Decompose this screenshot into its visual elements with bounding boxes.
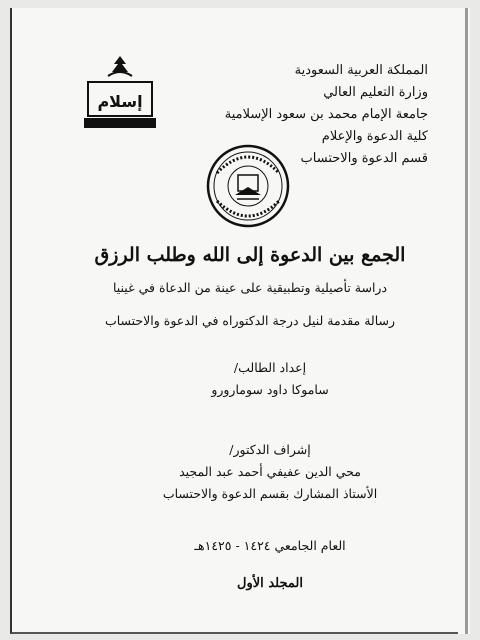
- thesis-description: رسالة مقدمة لنيل درجة الدكتوراه في الدعوة والاحتساب: [104, 313, 396, 328]
- logo-mark-text: إسلام: [97, 92, 143, 111]
- thesis-title: الجمع بين الدعوة إلى الله وطلب الرزق: [94, 244, 406, 266]
- student-label: إعداد الطالب/: [233, 360, 307, 375]
- supervisor-name: محي الدين عفيفي أحمد عبد المجيد: [179, 464, 361, 479]
- header-college: كلية الدعوة والإعلام: [321, 129, 428, 144]
- header-university: جامعة الإمام محمد بن سعود الإسلامية: [224, 107, 428, 122]
- header-ministry: وزارة التعليم العالي: [323, 85, 428, 100]
- supervisor-title: الأستاذ المشارك بقسم الدعوة والاحتساب: [162, 486, 378, 501]
- university-logo: [80, 52, 160, 134]
- thesis-subtitle: دراسة تأصيلية وتطبيقية على عينة من الدعاة في غينيا: [112, 280, 388, 295]
- student-name: ساموكا داود سومارورو: [211, 382, 329, 397]
- supervisor-label: إشراف الدكتور/: [229, 442, 311, 457]
- document-page: [10, 8, 470, 634]
- header-department: قسم الدعوة والاحتساب: [300, 151, 428, 166]
- academic-year: العام الجامعي ١٤٢٤ - ١٤٢٥هـ: [194, 538, 346, 553]
- header-country: المملكة العربية السعودية: [294, 63, 428, 78]
- university-logo-icon: [80, 52, 160, 134]
- university-seal: [205, 143, 291, 229]
- volume-label: المجلد الأول: [237, 576, 303, 591]
- seal-icon: [205, 143, 291, 229]
